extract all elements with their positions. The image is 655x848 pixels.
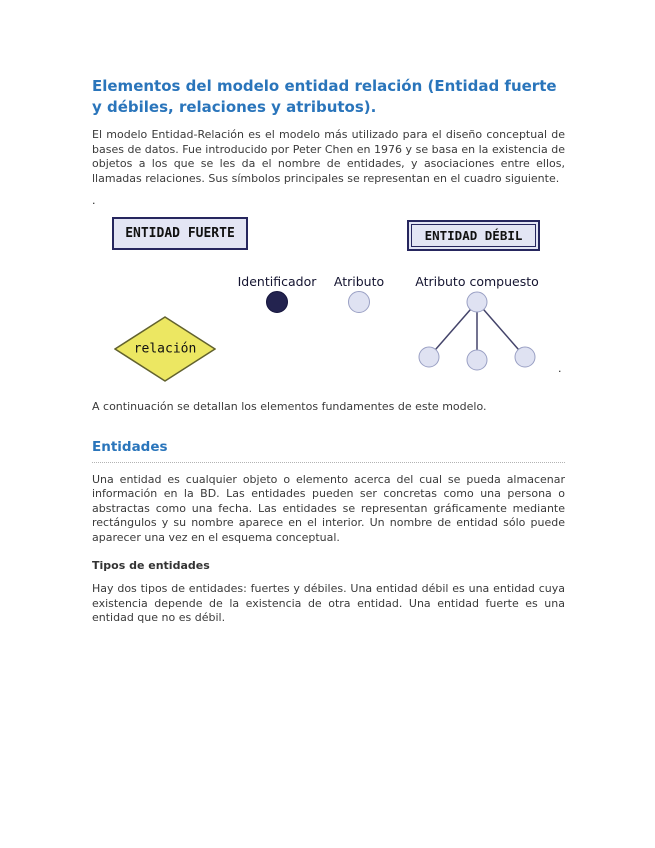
document-content: [92, 0, 565, 626]
subheading-tipos-de-entidades: Tipos de entidades: [92, 559, 210, 572]
stray-dot-top: .: [92, 194, 96, 207]
composite-root-circle: [467, 292, 487, 312]
page-title: Elementos del modelo entidad relación (Entidad fuerte y débiles, relaciones y atributos).: [92, 77, 557, 116]
composite-child-circle: [515, 347, 535, 367]
attribute-symbol: [348, 291, 370, 313]
section-heading-entidades: Entidades: [92, 439, 565, 463]
composite-attribute-label: Atributo compuesto: [415, 274, 539, 289]
strong-entity-label: ENTIDAD FUERTE: [125, 226, 235, 241]
attribute-label: Atributo: [333, 274, 385, 289]
stray-dot-bottom: .: [558, 362, 562, 375]
composite-child-circle: [419, 347, 439, 367]
weak-entity-box: [407, 220, 540, 251]
strong-entity-box: [112, 217, 248, 250]
identifier-label: Identificador: [237, 274, 317, 289]
intro-paragraph: El modelo Entidad-Relación es el modelo más utilizado para el diseño conceptual de bases de datos. Fue introducido por Peter Chen en 1976 y se basa en la existencia de objetos a los que se les da el nombre de entidades, y asociaciones entre ellos, llamadas relaciones. Sus símbolos principales se representan en el cuadro siguiente.: [92, 128, 565, 185]
identifier-symbol: [266, 291, 288, 313]
after-diagram-text: A continuación se detallan los elementos fundamentes de este modelo.: [92, 400, 487, 413]
composite-child-circle: [467, 350, 487, 370]
weak-entity-inner-border: [411, 224, 536, 247]
er-symbols-diagram: [92, 212, 565, 388]
entidades-paragraph: Una entidad es cualquier objeto o elemento acerca del cual se pueda almacenar información en la BD. Las entidades pueden ser concretas como una persona o abstractas como una fecha. Las entidades se representan gráficamente mediante rectángulos y su nombre aparece en el interior. Un nombre de entidad sólo puede aparecer una vez en el esquema conceptual.: [92, 472, 565, 544]
composite-attribute-symbol: [412, 287, 542, 375]
tipos-paragraph: Hay dos tipos de entidades: fuertes y débiles. Una entidad débil es una entidad cuya existencia depende de la existencia de otra entidad. Una entidad fuerte es una entidad que no es débil.: [92, 582, 565, 624]
relation-label: relación: [133, 341, 197, 357]
weak-entity-label: ENTIDAD DÉBIL: [424, 228, 523, 243]
